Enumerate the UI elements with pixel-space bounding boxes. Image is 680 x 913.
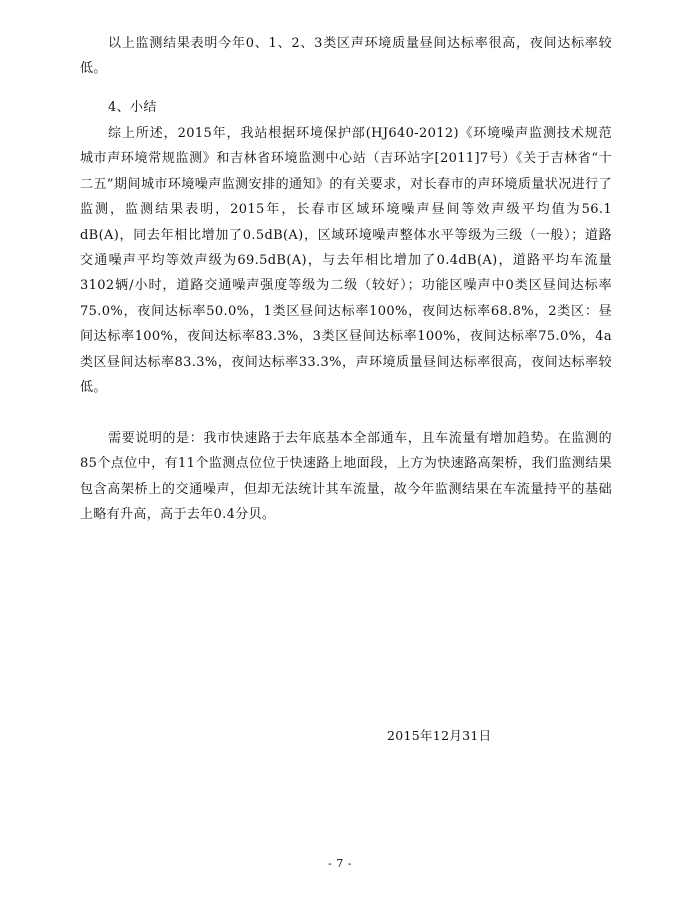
document-date: 2015年12月31日 (387, 728, 492, 743)
note-paragraph: 需要说明的是：我市快速路于去年底基本全部通车，且车流量有增加趋势。在监测的85个点位中，有11个监测点位位于快速路上地面段，上方为快速路高架桥，我们监测结果包含高架桥上的交通噪声，但却无法统计其车流量，故今年监测结果在车流量持平的基础上略有升高，高于去年0.4分贝。 (80, 431, 612, 523)
section-heading-summary: 4、小结 (108, 100, 157, 115)
page-number: - 7 - (328, 857, 352, 870)
summary-paragraph: 综上所述，2015年，我站根据环境保护部(HJ640-2012)《环境噪声监测技术规范 城市声环境常规监测》和吉林省环境监测中心站（吉环站字[2011]7号）《关于吉林省“十二五”期间城市环境噪声监测安排的通知》的有关要求，对长春市的声环境质量状况进行了监测，监测结果表明，2015年，长春市区域环境噪声昼间等效声级平均值为56.1 dB(A)，同去年相比增加了0.5dB(A)，区域环境噪声整体水平等级为三级（一般）；道路交通噪声平均等效声级为69.5dB(A)，与去年相比增加了0.4dB(A)，道路平均车流量3102辆/小时，道路交通噪声强度等级为二级（较好）；功能区噪声中0类区昼间达标率75.0%，夜间达标率50.0%，1类区昼间达标率100%，夜间达标率68.8%，2类区：昼间达标率100%，夜间达标率83.3%，3类区昼间达标率100%，夜间达标率75.0%，4a类区昼间达标率83.3%，夜间达标率33.3%，声环境质量昼间达标率很高，夜间达标率较低。 (80, 126, 612, 396)
conclusion-paragraph: 以上监测结果表明今年0、1、2、3类区声环境质量昼间达标率很高，夜间达标率较低。 (80, 36, 612, 77)
